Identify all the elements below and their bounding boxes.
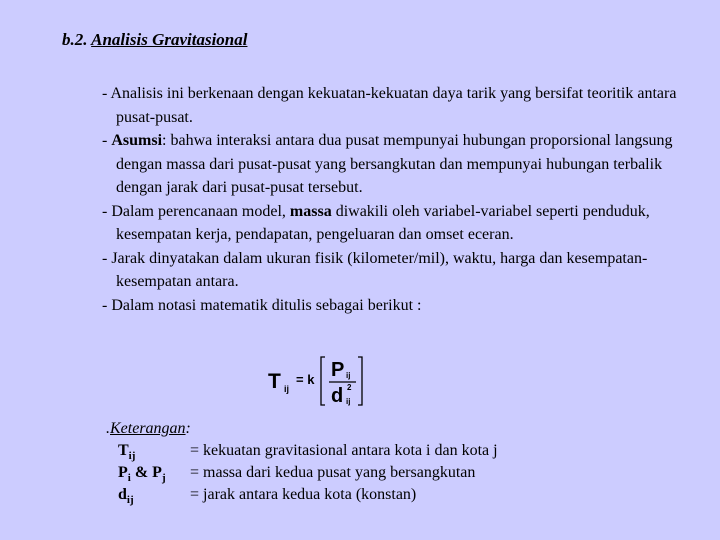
formula-numerator: P: [331, 359, 345, 381]
legend-definition: = jarak antara kedua kota (konstan): [190, 486, 417, 503]
bullet-text: - Dalam perencanaan model,: [102, 202, 290, 220]
legend-row: [106, 484, 417, 507]
section-number: b.2.: [62, 30, 92, 49]
bullet-text: - Dalam notasi matematik ditulis sebagai berikut :: [102, 296, 422, 314]
legend-symbol: [118, 484, 134, 511]
bullet-item: [102, 247, 702, 294]
legend-title-text: Keterangan: [110, 420, 186, 437]
legend-definition: = massa dari kedua pusat yang bersangkutan: [190, 464, 476, 481]
bullet-text: -: [102, 132, 112, 149]
formula-graphic: [268, 354, 368, 410]
formula-lhs: T: [268, 370, 281, 393]
bullet-item: [102, 82, 702, 129]
legend-definition: = kekuatan gravitasional antara kota i dan kota j: [190, 442, 498, 459]
formula-denominator-sub: ij: [346, 397, 351, 406]
formula-numerator-sub: ij: [346, 371, 351, 380]
symbol-part: P: [118, 464, 128, 481]
section-title: Analisis Gravitasional: [91, 30, 248, 49]
legend-title: [106, 418, 191, 440]
bullet-item: [102, 129, 702, 200]
bullet-text: - Jarak dinyatakan dalam ukuran fisik (kilometer/mil), waktu, harga dan kesempatan-kesempatan antara.: [102, 249, 648, 290]
symbol-part: T: [118, 442, 129, 459]
formula-denominator: d: [331, 385, 344, 407]
legend-row: [106, 440, 498, 463]
symbol-subscript: j: [161, 472, 166, 485]
bullet-list: [102, 82, 702, 317]
legend-colon: :: [185, 420, 191, 437]
bullet-item: [102, 294, 702, 318]
right-bracket: [358, 357, 362, 405]
bullet-text: : bahwa interaksi antara dua pusat mempunyai hubungan proporsional langsung dengan massa dari pusat-pusat yang bersangkutan dan mempunyai hubungan terbalik dengan jarak dari pusat-pusat tersebut.: [116, 132, 673, 196]
symbol-subscript: ij: [128, 450, 136, 463]
symbol-part: & P: [130, 464, 162, 481]
symbol-part: d: [118, 486, 127, 503]
legend-rows: [106, 440, 498, 507]
left-bracket: [321, 357, 325, 405]
bullet-item: [102, 200, 702, 247]
bullet-text: - Analisis ini berkenaan dengan kekuatan-kekuatan daya tarik yang bersifat teoritik antara pusat-pusat.: [102, 85, 677, 126]
symbol-subscript: ij: [126, 494, 134, 507]
legend-prefix: .: [106, 420, 110, 437]
legend: [106, 418, 498, 507]
bullet-keyword: massa: [289, 202, 332, 220]
section-heading: [62, 30, 247, 50]
symbol-subscript: i: [127, 472, 131, 485]
formula-exponent: 2: [347, 383, 352, 392]
formula-equals-k: = k: [296, 372, 315, 387]
bullet-keyword: Asumsi: [111, 132, 163, 149]
gravity-formula: [268, 354, 368, 410]
legend-row: [106, 462, 476, 485]
formula-lhs-sub: ij: [284, 384, 290, 394]
bullet-text: diwakili oleh variabel-variabel seperti penduduk, kesempatan kerja, pendapatan, pengeluaran dan omset eceran.: [116, 202, 650, 243]
